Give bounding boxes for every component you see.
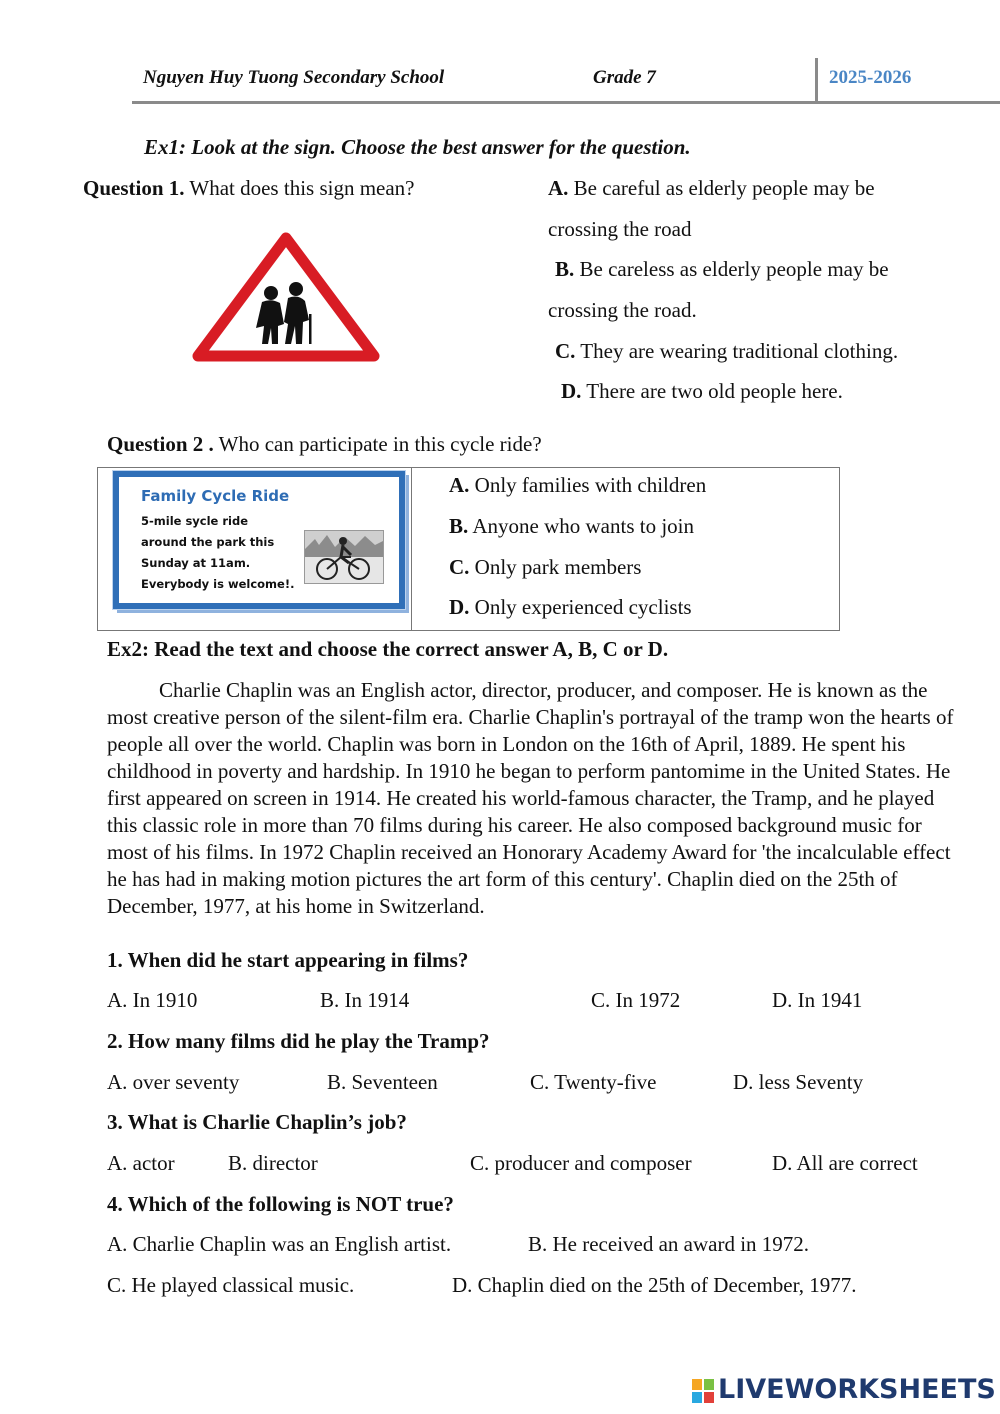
- ex2-q1-option-a[interactable]: A. In 1910: [107, 988, 198, 1012]
- bicycle-rider-photo-icon: [304, 530, 384, 584]
- poster-line: Everybody is welcome!.: [141, 577, 295, 591]
- ex2-q2-option-c[interactable]: C. Twenty-five: [530, 1070, 657, 1094]
- elderly-crossing-warning-sign-icon: [192, 232, 380, 362]
- ex2-question-4: 4. Which of the following is NOT true?: [107, 1192, 454, 1216]
- q1-option-d[interactable]: D. There are two old people here.: [561, 379, 843, 403]
- poster-line: around the park this: [141, 535, 275, 549]
- ex2-q2-option-a[interactable]: A. over seventy: [107, 1070, 240, 1094]
- ex2-question-1: 1. When did he start appearing in films?: [107, 948, 469, 972]
- question-2-label: Question 2 .: [107, 432, 214, 456]
- cycle-ride-poster: [113, 471, 405, 609]
- ex2-q4-option-d[interactable]: D. Chaplin died on the 25th of December, 1977.: [452, 1273, 857, 1297]
- q1-option-a[interactable]: A. Be careful as elderly people may be: [548, 176, 875, 200]
- q1-option-a-cont: crossing the road: [548, 217, 692, 241]
- school-name: Nguyen Huy Tuong Secondary School: [143, 67, 445, 88]
- reading-passage: Charlie Chaplin was an English actor, director, producer, and composer. He is known as the most creative person of the silent-film era. Charlie Chaplin's portrayal of the tramp won the hearts of people all over the world. Chaplin was born in London on the 16th of April, 1889. He spent his childhood in poverty and hardship. In 1910 he began to perform pantomime in the United States. He first appeared on screen in 1914. He created his world-famous character, the Tramp, and he played this classic role in more than 70 films during his career. He also composed background music for most of his films. In 1972 Chaplin received an Honorary Academy Award for 'the incalculable effect he has had in making motion pictures the art form of this century'. Chaplin died on the 25th of December, 1977, at his home in Switzerland.: [107, 678, 954, 918]
- poster-line: 5-mile sycle ride: [141, 514, 248, 528]
- q2-option-d[interactable]: D. Only experienced cyclists: [449, 595, 692, 619]
- question-2-text: Who can participate in this cycle ride?: [213, 432, 542, 456]
- liveworksheets-logo-icon: [692, 1379, 714, 1403]
- question-2: [107, 432, 542, 456]
- poster-title: Family Cycle Ride: [141, 487, 290, 505]
- question-1-text: What does this sign mean?: [184, 176, 415, 200]
- poster-line: Sunday at 11am.: [141, 556, 251, 570]
- q2-option-a[interactable]: A. Only families with children: [449, 473, 707, 497]
- ex2-q4-option-a[interactable]: A. Charlie Chaplin was an English artist.: [107, 1232, 452, 1256]
- question-2-table-divider: [411, 467, 412, 631]
- q1-option-b-cont: crossing the road.: [548, 298, 697, 322]
- ex2-q3-option-b[interactable]: B. director: [228, 1151, 318, 1175]
- ex2-q2-option-b[interactable]: B. Seventeen: [327, 1070, 438, 1094]
- ex2-q3-option-c[interactable]: C. producer and composer: [470, 1151, 692, 1175]
- ex2-question-2: 2. How many films did he play the Tramp?: [107, 1029, 490, 1053]
- q1-option-c[interactable]: C. They are wearing traditional clothing.: [555, 339, 899, 363]
- header-separator: [815, 58, 818, 103]
- ex2-q3-option-a[interactable]: A. actor: [107, 1151, 175, 1175]
- ex2-q4-option-c[interactable]: C. He played classical music.: [107, 1273, 355, 1297]
- question-1: [83, 176, 415, 200]
- ex2-q4-option-b[interactable]: B. He received an award in 1972.: [528, 1232, 810, 1256]
- q2-option-b[interactable]: B. Anyone who wants to join: [449, 514, 695, 538]
- q2-option-c[interactable]: C. Only park members: [449, 555, 642, 579]
- ex2-instruction: Ex2: Read the text and choose the correct answer A, B, C or D.: [107, 637, 669, 661]
- ex2-q1-option-c[interactable]: C. In 1972: [591, 988, 681, 1012]
- header-rule: [132, 101, 1000, 104]
- ex1-instruction: Ex1: Look at the sign. Choose the best answer for the question.: [144, 135, 691, 159]
- question-1-label: Question 1.: [83, 176, 185, 200]
- liveworksheets-logo: LIVEWORKSHEETS: [718, 1374, 996, 1405]
- ex2-q1-option-d[interactable]: D. In 1941: [772, 988, 863, 1012]
- ex2-question-3: 3. What is Charlie Chaplin’s job?: [107, 1110, 407, 1134]
- q1-option-b[interactable]: B. Be careless as elderly people may be: [555, 257, 889, 281]
- school-year: 2025-2026: [829, 67, 912, 88]
- ex2-q1-option-b[interactable]: B. In 1914: [320, 988, 410, 1012]
- ex2-q2-option-d[interactable]: D. less Seventy: [733, 1070, 864, 1094]
- grade-label: Grade 7: [593, 67, 656, 88]
- ex2-q3-option-d[interactable]: D. All are correct: [772, 1151, 918, 1175]
